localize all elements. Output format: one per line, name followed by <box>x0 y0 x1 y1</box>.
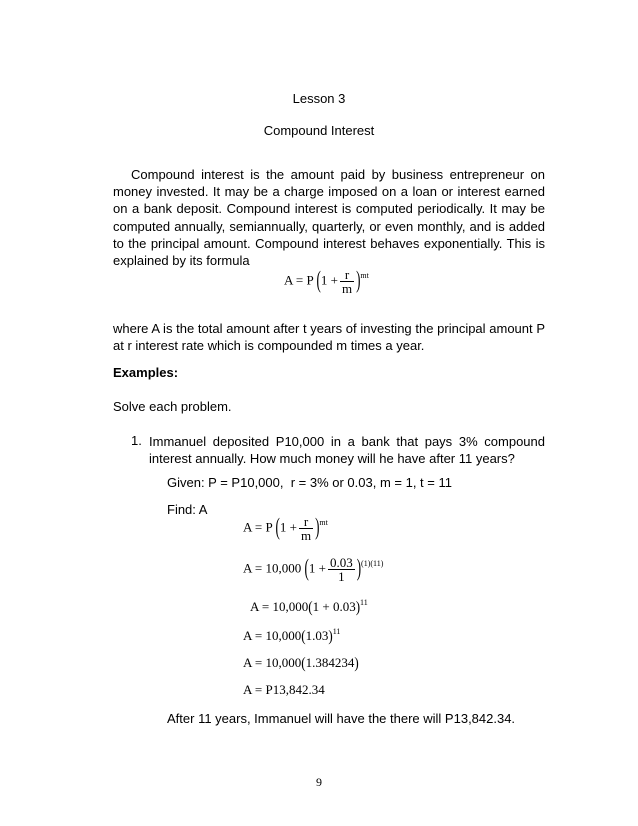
intro-paragraph: Compound interest is the amount paid by business entrepreneur on money invested. It may be a charge imposed on a loan or interest earned on a bank deposit. Compound interest is computed periodically. It may be computed annually, semiannually, quarterly, or even monthly, and is added to the principal amount. Compound interest behaves exponentially. This is explained by its formula <box>113 167 545 269</box>
page-number: 9 <box>316 775 322 789</box>
compound-interest-formula: A = P (1 + $\frac{r}{m}$ )$^{mt}$ <box>284 265 369 296</box>
solution-step-3: $A = 10,000(1 + 0.03)^{11}$ <box>250 597 368 616</box>
given-line: Given: P = P10,000, r = 3% or 0.03, m = 1, t = 11 <box>167 475 452 490</box>
formula-exponent: mt <box>360 271 369 281</box>
find-line: Find: A <box>167 502 208 517</box>
formula-fraction <box>340 268 354 295</box>
solution-step-2: A = 10,000 (1 + $\frac{0.03}{1}$ )$^{(1)(11)}$ <box>243 553 384 584</box>
lesson-title: Compound Interest <box>263 123 375 138</box>
solution-step-6: A = P13,842.34 <box>243 682 325 697</box>
solution-step-4: $A = 10,000(1.03)^{11}$ <box>243 626 341 645</box>
examples-heading: Examples: <box>113 365 179 380</box>
problem-text: Immanuel deposited P10,000 in a bank that pays 3% compound interest annually. How much money will he have after 11 years? <box>149 434 545 467</box>
formula-one-plus: 1 + <box>320 272 338 288</box>
formula-denominator: m <box>341 281 353 296</box>
solution-step-5: A = 10,000(1.384234) <box>243 653 359 672</box>
solution-step-1: A = P (1 + $\frac{r}{m}$ )$^{mt}$ <box>243 512 328 543</box>
examples-instruction: Solve each problem. <box>113 399 232 414</box>
formula-numerator: r <box>344 267 350 282</box>
conclusion-text: After 11 years, Immanuel will have the there will P13,842.34. <box>167 711 516 726</box>
problem-number: 1. <box>131 433 142 448</box>
formula-lhs: A = P <box>284 272 314 288</box>
lesson-number: Lesson 3 <box>292 91 346 106</box>
formula-definition: where A is the total amount after t years of investing the principal amount P at r interest rate which is compounded m times a year. <box>113 321 545 354</box>
